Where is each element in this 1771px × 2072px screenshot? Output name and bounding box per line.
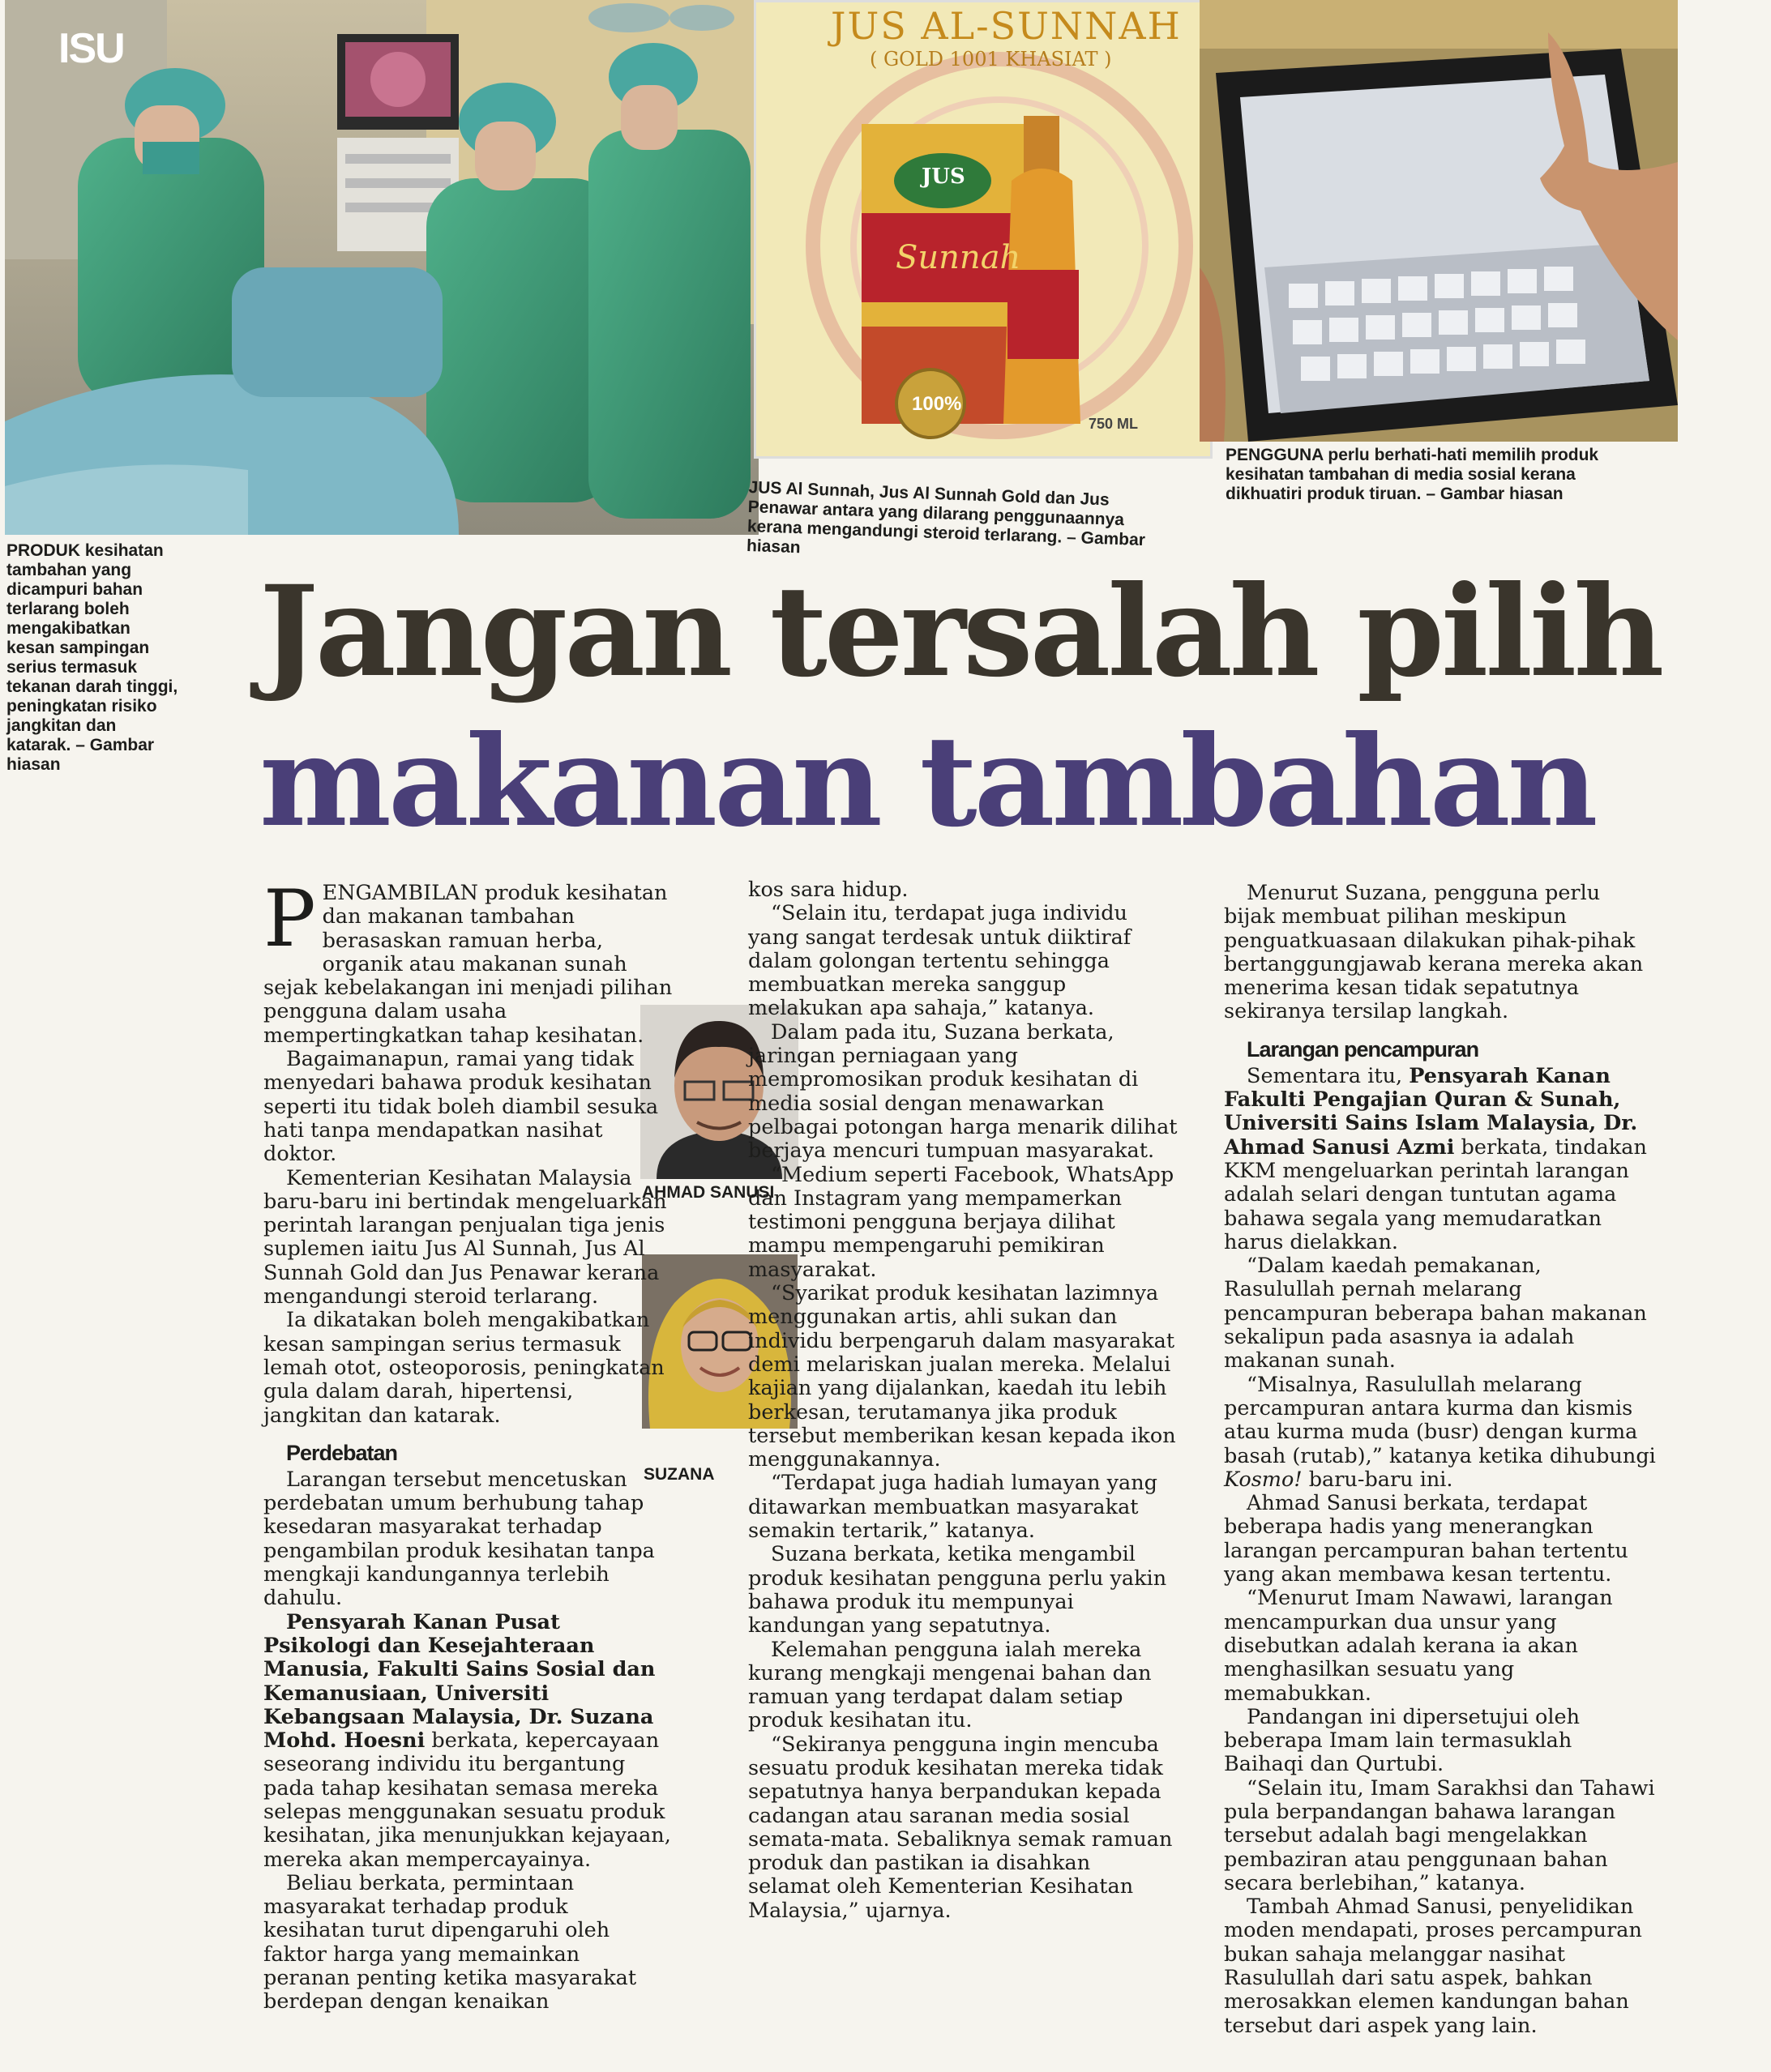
subhead-larangan-pencampuran: Larangan pencampuran <box>1247 1036 1479 1062</box>
column1-paragraph-2: Bagaimanapun, ramai yang tidak menyedari bahawa produk kesihatan seperti itu tidak boleh diambil sesuka hati tanpa mendapatkan nasihat doktor. <box>263 1047 659 1167</box>
headline-line2: makanan tambahan <box>259 708 1595 855</box>
column2-paragraph-7: Suzana berkata, ketika mengambil produk kesihatan pengguna perlu yakin bahawa produk itu mempunyai kandungan yang sepatutnya. <box>748 1542 1167 1638</box>
tablet-photo <box>1200 0 1678 442</box>
column2-paragraph-8: Kelemahan pengguna ialah mereka kurang mengkaji mengenai bahan dan ramuan yang terdapat dalam setiap produk kesihatan itu. <box>748 1637 1152 1733</box>
column1-paragraph-4: Ia dikatakan boleh mengakibatkan kesan sampingan serius termasuk lemah otot, osteoporosis, peningkatan gula dalam darah, hipertensi, jangkitan dan katarak. <box>263 1308 665 1428</box>
column2-paragraph-5: “Syarikat produk kesihatan lazimnya menggunakan artis, ahli sukan dan individu berpengaruh dalam masyarakat demi melariskan jualan mereka. Melalui kajian yang dijalankan, kaedah itu lebih berkesan, terutamanya jika produk tersebut memberikan kesan kepada ikon menggunakannya. <box>748 1281 1176 1472</box>
tablet-caption: PENGGUNA perlu berhati-hati memilih produk kesihatan tambahan di media sosial kerana dikhuatiri produk tiruan. – Gambar hiasan <box>1226 446 1599 503</box>
column1-paragraph-1: PENGAMBILAN produk kesihatan dan makanan tambahan berasaskan ramuan herba, organik atau makanan sunah sejak kebelakangan ini menjadi pilihan pengguna dalam usaha mempertingkatkan tahap kesihatan. <box>263 874 673 1048</box>
product-badge: 100% <box>912 393 962 415</box>
column3-paragraph-9: Tambah Ahmad Sanusi, penyelidikan moden mendapati, proses percampuran bukan sahaja melanggar nasihat Rasulullah dari satu aspek, bahkan merosakkan elemen kandungan bahan tersebut dari aspek yang lain. <box>1224 1895 1642 2038</box>
column3-paragraph-1: Menurut Suzana, pengguna perlu bijak membuat pilihan meskipun penguatkuasaan dilakukan pihak-pihak bertanggungjawab kerana mereka akan menerima kesan tidak sepatutnya sekiranya tersilap langkah. <box>1224 881 1644 1024</box>
product-photo <box>754 0 1213 459</box>
article-column-3 <box>1224 882 1658 2038</box>
column2-paragraph-2: “Selain itu, terdapat juga individu yang sangat terdesak untuk diiktiraf dalam golongan tertentu sehingga membuatkan mereka sanggup melakukan apa sahaja,” katanya. <box>748 901 1131 1021</box>
column1-paragraph-6: Pensyarah Kanan Pusat Psikologi dan Kesejahteraan Manusia, Fakulti Sains Sosial dan Kemanusiaan, Universiti Kebangsaan Malaysia, Dr. Suzana Mohd. Hoesni berkata, kepercayaan seseorang individu itu bergantung pada tahap kesihatan semasa mereka selepas menggunakan sesuatu produk kesihatan, jika menunjukkan kejayaan, mereka akan mempercayainya. <box>263 1609 671 1872</box>
product-label-name: Sunnah <box>896 239 1021 276</box>
column2-paragraph-4: “Medium seperti Facebook, WhatsApp dan Instagram yang mempamerkan testimoni pengguna berjaya dilihat mampu mempengaruhi pemikiran masyarakat. <box>748 1162 1174 1282</box>
column3-paragraph-3: “Dalam kaedah pemakanan, Rasulullah pernah melarang pencampuran beberapa bahan makanan sekalipun pada asasnya ia adalah makanan sunah. <box>1224 1254 1647 1374</box>
section-tag: ISU <box>58 25 124 72</box>
column2-paragraph-3: Dalam pada itu, Suzana berkata, jaringan perniagaan yang mempromosikan produk kesihatan di media sosial dengan menawarkan pelbagai potongan harga menarik dilihat berjaya mencuri tumpuan masyarakat. <box>748 1019 1178 1164</box>
column3-paragraph-7: Pandangan ini dipersetujui oleh beberapa Imam lain termasuklah Baihaqi dan Qurtubi. <box>1224 1704 1581 1777</box>
column2-paragraph-9: “Sekiranya pengguna ingin mencuba sesuatu produk kesihatan mereka tidak sepatutnya hanya berpandukan kepada cadangan atau saranan media sosial semata-mata. Sebaliknya semak ramuan produk dan pastikan ia disahkan selamat oleh Kementerian Kesihatan Malaysia,” ujarnya. <box>748 1732 1173 1923</box>
product-caption: JUS Al Sunnah, Jus Al Sunnah Gold dan Jus Penawar antara yang dilarang penggunaannya kerana mengandungi steroid terlarang. – Gambar hiasan <box>746 478 1146 558</box>
column1-paragraph-5: Larangan tersebut mencetuskan perdebatan umum berhubung tahap kesedaran masyarakat terhadap pengambilan produk kesihatan tanpa mengkaji kandungannya terlebih dahulu. <box>263 1467 655 1611</box>
product-label-jus: JUS <box>922 164 965 189</box>
column2-paragraph-1: kos sara hidup. <box>748 878 909 902</box>
column3-paragraph-8: “Selain itu, Imam Sarakhsi dan Tahawi pula berpandangan bahawa larangan tersebut adalah bagi mengelakkan pembaziran atau penggunaan bahan secara berlebihan,” katanya. <box>1224 1775 1655 1895</box>
surgery-caption <box>6 541 181 775</box>
ahmad-sanusi-label: AHMAD SANUSI <box>642 1183 775 1202</box>
suzana-label: SUZANA <box>644 1465 715 1484</box>
column2-paragraph-6: “Terdapat juga hadiah lumayan yang ditawarkan membuatkan masyarakat semakin tertarik,” katanya. <box>748 1471 1158 1544</box>
surgery-caption-text: kesihatan tambahan yang dicampuri bahan terlarang boleh mengakibatkan kesan sampingan serius termasuk tekanan darah tinggi, peningkatan risiko jangkitan dan katarak. – Gambar hiasan <box>6 541 178 774</box>
surgery-caption-lead: PRODUK <box>6 541 81 560</box>
article-column-2 <box>748 878 1178 1923</box>
surgery-photo <box>5 0 759 535</box>
product-subtitle: ( GOLD 1001 KHASIAT ) <box>870 48 1112 70</box>
column3-paragraph-4: “Misalnya, Rasulullah melarang percampuran antara kurma dan kismis atau kurma muda (busr) dengan kurma basah (rutab),” katanya ketika dihubungi Kosmo! baru-baru ini. <box>1224 1372 1656 1492</box>
column3-paragraph-5: Ahmad Sanusi berkata, terdapat beberapa hadis yang menerangkan larangan percampuran bahan tertentu yang akan membawa kesan tertentu. <box>1224 1491 1628 1587</box>
column3-paragraph-2: Sementara itu, Pensyarah Kanan Fakulti Pengajian Quran & Sunah, Universiti Sains Islam Malaysia, Dr. Ahmad Sanusi Azmi berkata, tindakan KKM mengeluarkan perintah larangan adalah selari dengan tuntutan agama bahawa segala yang memudaratkan harus dielakkan. <box>1224 1063 1647 1254</box>
column1-paragraph-7: Beliau berkata, permintaan masyarakat terhadap produk kesihatan turut dipengaruhi oleh faktor harga yang memainkan peranan penting ketika masyarakat berdepan dengan kenaikan <box>263 1870 637 2014</box>
subhead-perdebatan: Perdebatan <box>286 1440 398 1465</box>
drop-cap: P <box>263 874 316 964</box>
column3-paragraph-6: “Menurut Imam Nawawi, larangan mencampurkan dua unsur yang disebutkan adalah kerana ia akan menghasilkan sesuatu yang memabukkan. <box>1224 1586 1613 1706</box>
article-column-1 <box>263 874 673 2014</box>
product-volume: 750 ML <box>1089 416 1139 432</box>
column1-paragraph-3: Kementerian Kesihatan Malaysia baru-baru ini bertindak mengeluarkan perintah larangan penjualan tiga jenis suplemen iaitu Jus Al Sunnah, Jus Al Sunnah Gold dan Jus Penawar kerana mengandungi steroid terlarang. <box>263 1165 667 1309</box>
headline-line1: Jangan tersalah pilih <box>259 558 1662 705</box>
product-brand: JUS AL-SUNNAH <box>831 4 1182 48</box>
